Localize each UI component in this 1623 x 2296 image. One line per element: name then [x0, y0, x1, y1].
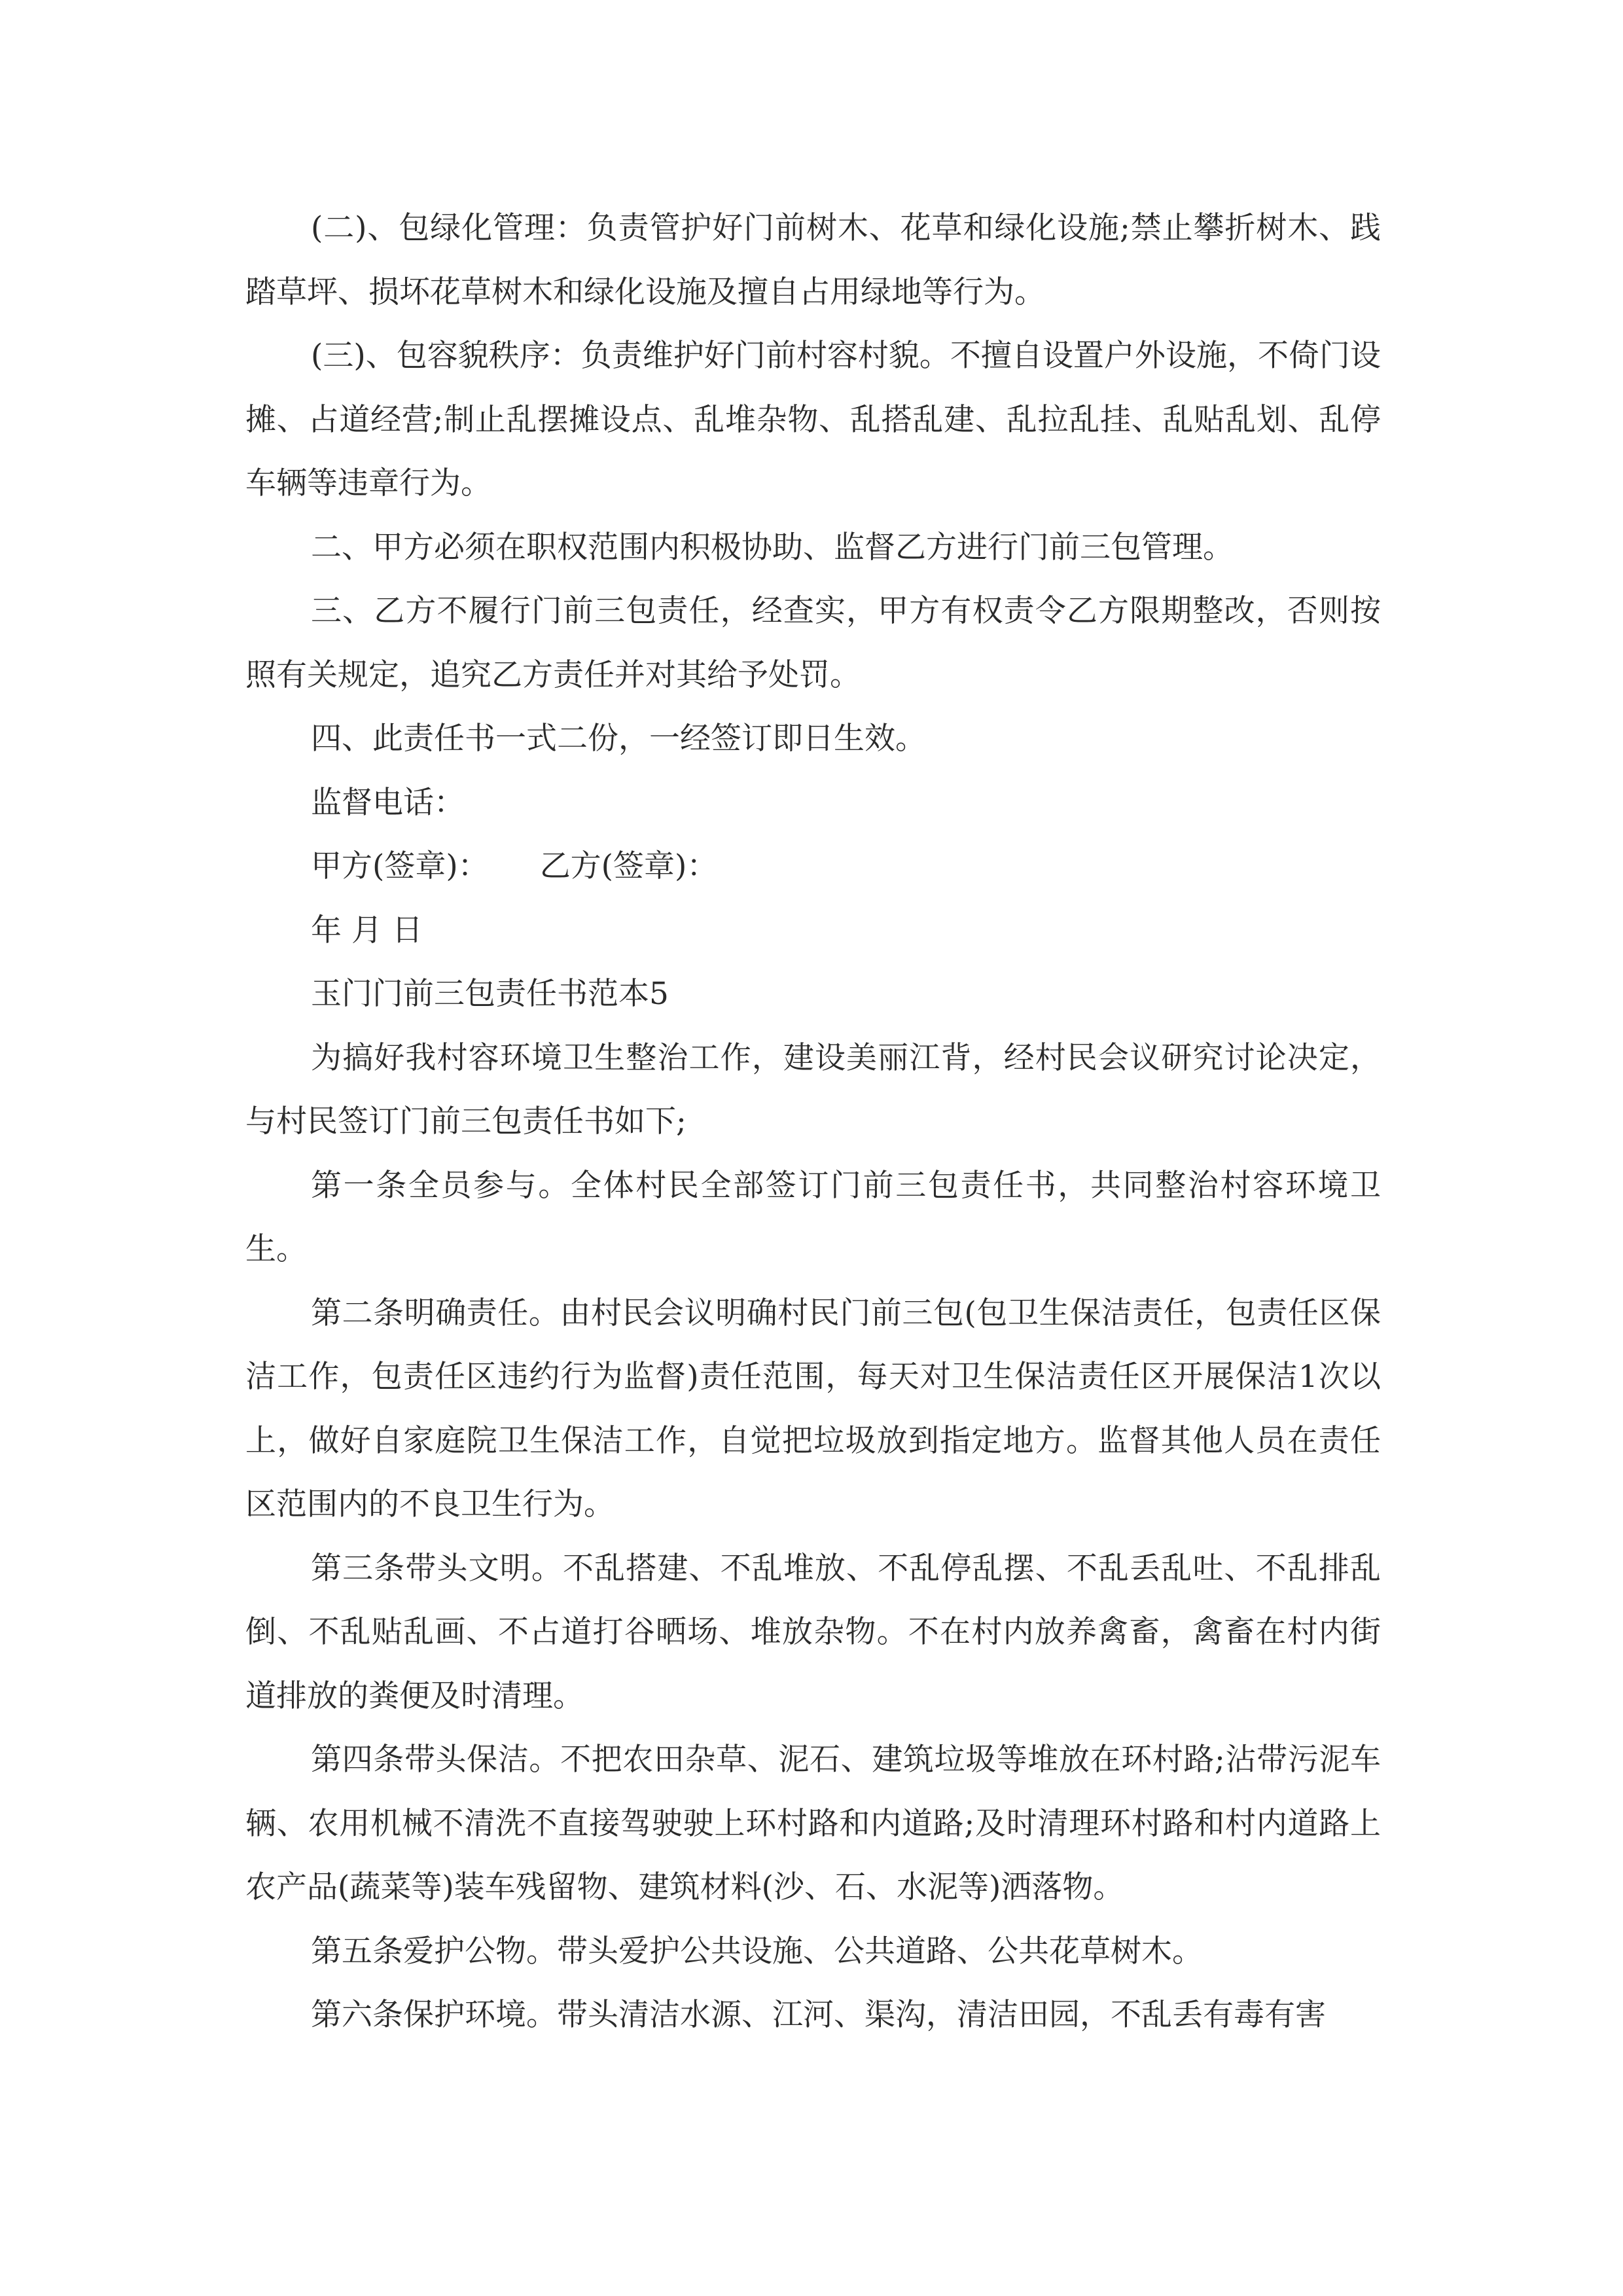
paragraph-copies: 四、此责任书一式二份，一经签订即日生效。: [311, 721, 926, 757]
article-4: 第四条带头保洁。不把农田杂草、泥石、建筑垃圾等堆放在环村路;沾带污泥车辆、农用机械不清洗不直接驾驶驶上环村路和内道路;及时清理环村路和村内道路上农产品(蔬菜等)装车残留物、建筑材料(沙、石、水泥等)洒落物。: [245, 1742, 1381, 1905]
paragraph-greening: (二)、包绿化管理：负责管护好门前树木、花草和绿化设施;禁止攀折树木、践踏草坪、损坏花草树木和绿化设施及擅自占用绿地等行为。: [245, 210, 1381, 310]
supervision-phone-label: 监督电话：: [311, 784, 465, 821]
article-6: 第六条保护环境。带头清洁水源、江河、渠沟，清洁田园，不乱丢有毒有害: [311, 1997, 1326, 2033]
party-b-signature: 乙方(签章)：: [539, 848, 718, 884]
section-title: 玉门门前三包责任书范本5: [311, 976, 669, 1012]
article-2: 第二条明确责任。由村民会议明确村民门前三包(包卫生保洁责任，包责任区保洁工作，包责任区违约行为监督)责任范围，每天对卫生保洁责任区开展保洁1次以上，做好自家庭院卫生保洁工作，自觉把垃圾放到指定地方。监督其他人员在责任区范围内的不良卫生行为。: [245, 1295, 1381, 1522]
document-body: [245, 196, 1381, 2047]
party-a-signature: 甲方(签章)：: [311, 848, 489, 884]
paragraph-penalty: 三、乙方不履行门前三包责任，经查实，甲方有权责令乙方限期整改，否则按照有关规定，追究乙方责任并对其给予处罚。: [245, 593, 1381, 693]
article-5: 第五条爱护公物。带头爱护公共设施、公共道路、公共花草树木。: [311, 1933, 1203, 1969]
date-line: 年 月 日: [311, 912, 423, 948]
paragraph-party-a-duty: 二、甲方必须在职权范围内积极协助、监督乙方进行门前三包管理。: [311, 529, 1234, 565]
article-3: 第三条带头文明。不乱搭建、不乱堆放、不乱停乱摆、不乱丢乱吐、不乱排乱倒、不乱贴乱画、不占道打谷晒场、堆放杂物。不在村内放养禽畜，禽畜在村内街道排放的粪便及时清理。: [245, 1550, 1381, 1714]
article-1: 第一条全员参与。全体村民全部签订门前三包责任书，共同整治村容环境卫生。: [245, 1167, 1381, 1267]
section-intro: 为搞好我村容环境卫生整治工作，建设美丽江背，经村民会议研究讨论决定，与村民签订门前三包责任书如下;: [245, 1039, 1381, 1139]
paragraph-appearance: (三)、包容貌秩序：负责维护好门前村容村貌。不擅自设置户外设施，不倚门设摊、占道经营;制止乱摆摊设点、乱堆杂物、乱搭乱建、乱拉乱挂、乱贴乱划、乱停车辆等违章行为。: [245, 338, 1381, 501]
signature-line: [245, 834, 1381, 899]
